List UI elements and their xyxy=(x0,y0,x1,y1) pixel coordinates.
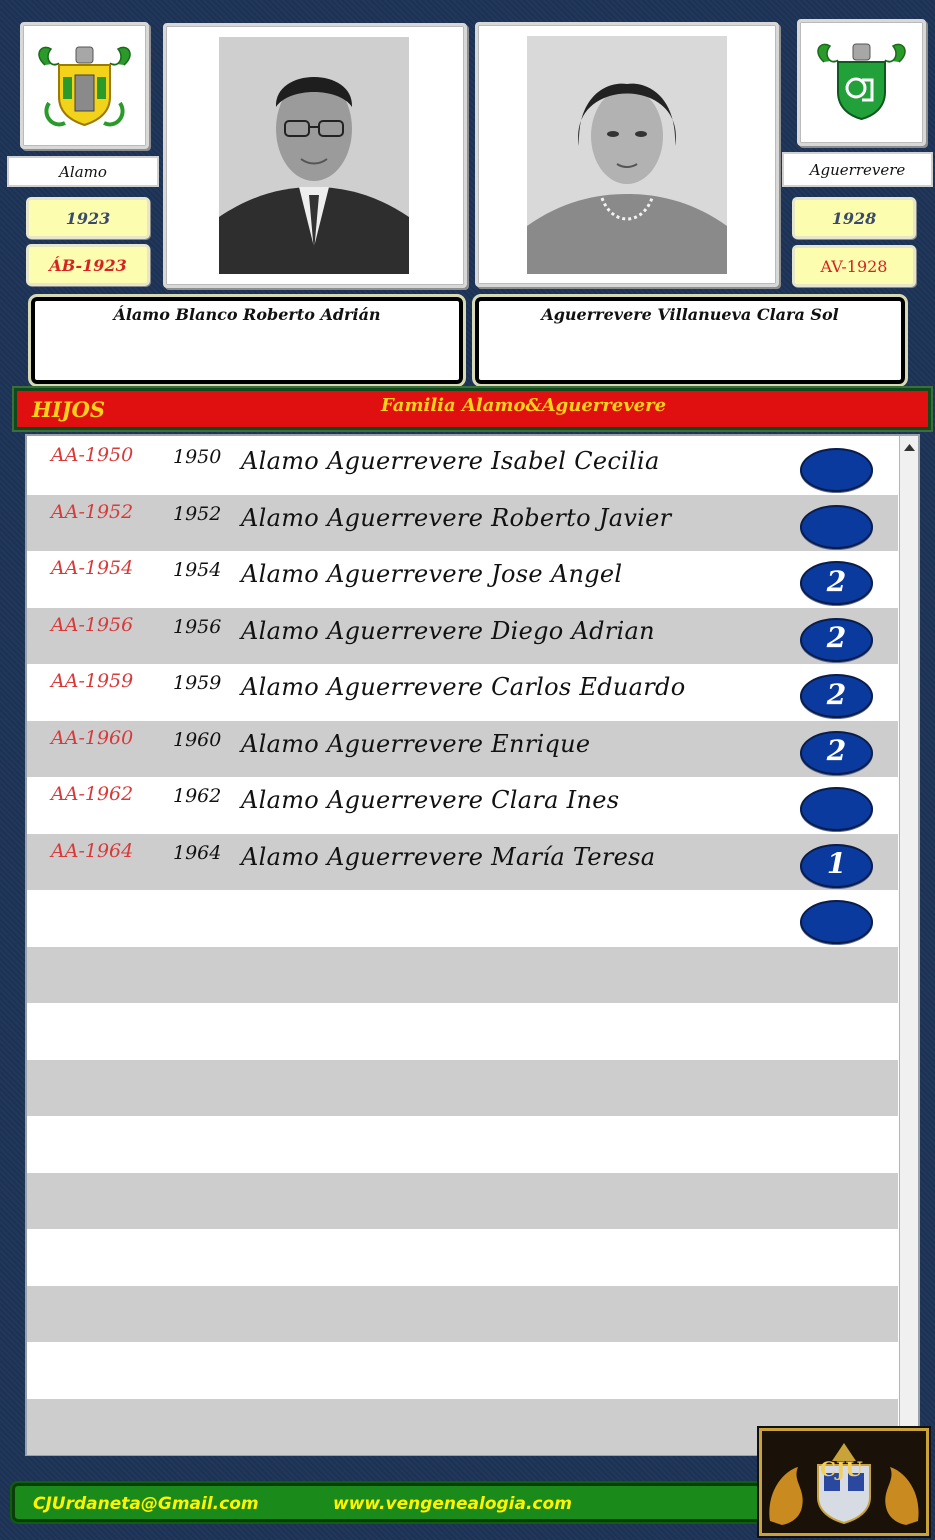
children-header-band xyxy=(14,388,931,430)
father-birth-year: 1923 xyxy=(26,197,150,239)
triangle-up-icon[interactable] xyxy=(903,442,916,452)
table-row[interactable] xyxy=(27,777,898,834)
table-row[interactable] xyxy=(27,890,898,947)
child-year: 1952 xyxy=(173,502,222,525)
empty-row xyxy=(27,1116,898,1173)
table-row[interactable] xyxy=(27,495,898,552)
child-name: Alamo Aguerrevere Diego Adrian xyxy=(241,616,655,645)
child-year: 1960 xyxy=(173,728,222,751)
child-year: 1959 xyxy=(173,672,222,694)
list-rows xyxy=(27,438,898,1454)
empty-row xyxy=(27,1003,898,1060)
child-code: AA-1964 xyxy=(51,839,134,862)
mother-photo xyxy=(527,36,727,274)
mother-code: AV-1928 xyxy=(792,245,916,287)
table-row[interactable] xyxy=(27,438,898,495)
child-code: AA-1959 xyxy=(51,670,134,692)
child-code: AA-1952 xyxy=(51,500,134,523)
table-row[interactable] xyxy=(27,551,898,608)
child-name: Alamo Aguerrevere Roberto Javier xyxy=(241,503,672,532)
mother-crest-card xyxy=(797,19,926,146)
child-code: AA-1954 xyxy=(51,557,134,579)
father-photo-card xyxy=(163,23,467,288)
empty-row xyxy=(27,1286,898,1343)
father-crest-card xyxy=(20,22,149,149)
child-name: Alamo Aguerrevere Isabel Cecilia xyxy=(241,447,660,475)
empty-row xyxy=(27,1173,898,1230)
father-photo xyxy=(219,37,409,274)
vertical-scrollbar[interactable] xyxy=(899,436,918,1454)
children-list[interactable] xyxy=(25,434,920,1456)
child-year: 1962 xyxy=(173,785,222,807)
child-code: AA-1956 xyxy=(51,613,134,636)
descendants-button[interactable] xyxy=(800,505,873,549)
mother-surname-label: Aguerrevere xyxy=(782,152,933,187)
father-full-name: Álamo Blanco Roberto Adrián xyxy=(31,297,463,384)
descendants-button[interactable] xyxy=(800,448,873,492)
mother-photo-card xyxy=(475,22,779,287)
descendants-button[interactable]: 2 xyxy=(800,731,873,775)
table-row[interactable] xyxy=(27,721,898,778)
father-code: ÁB-1923 xyxy=(26,244,150,286)
mother-birth-year: 1928 xyxy=(792,197,916,239)
mother-full-name: Aguerrevere Villanueva Clara Sol xyxy=(475,297,905,384)
family-title: Familia Alamo&Aguerrevere xyxy=(381,395,667,416)
descendants-button[interactable]: 2 xyxy=(800,674,873,718)
father-crest-icon xyxy=(23,25,146,146)
child-year: 1954 xyxy=(173,559,222,581)
empty-row xyxy=(27,1060,898,1117)
children-title: HIJOS xyxy=(32,397,106,422)
child-year: 1956 xyxy=(173,615,222,638)
cju-crest-icon xyxy=(762,1431,926,1533)
empty-row xyxy=(27,1342,898,1399)
child-name: Alamo Aguerrevere Enrique xyxy=(241,729,591,758)
cju-logo-text: CJU xyxy=(820,1457,863,1481)
child-code: AA-1950 xyxy=(51,444,134,466)
child-code: AA-1960 xyxy=(51,726,134,749)
child-name: Alamo Aguerrevere Jose Angel xyxy=(241,560,623,588)
footer-email[interactable]: CJUrdaneta@Gmail.com xyxy=(33,1494,259,1514)
footer-bar xyxy=(12,1483,764,1522)
child-name: Alamo Aguerrevere María Teresa xyxy=(241,842,656,871)
child-code: AA-1962 xyxy=(51,783,134,805)
descendants-button[interactable]: 1 xyxy=(800,844,873,888)
empty-row xyxy=(27,947,898,1004)
child-name: Alamo Aguerrevere Carlos Eduardo xyxy=(241,673,686,701)
footer-website[interactable]: www.vengenealogia.com xyxy=(333,1494,572,1514)
cju-logo xyxy=(759,1428,929,1536)
mother-crest-icon xyxy=(800,22,923,143)
table-row[interactable] xyxy=(27,608,898,665)
table-row[interactable] xyxy=(27,664,898,721)
descendants-button[interactable] xyxy=(800,787,873,831)
child-year: 1950 xyxy=(173,446,222,468)
child-year: 1964 xyxy=(173,841,222,864)
father-surname-label: Alamo xyxy=(7,156,159,187)
descendants-button[interactable] xyxy=(800,900,873,944)
empty-row xyxy=(27,1229,898,1286)
child-name: Alamo Aguerrevere Clara Ines xyxy=(241,786,620,814)
table-row[interactable] xyxy=(27,834,898,891)
descendants-button[interactable]: 2 xyxy=(800,618,873,662)
descendants-button[interactable]: 2 xyxy=(800,561,873,605)
